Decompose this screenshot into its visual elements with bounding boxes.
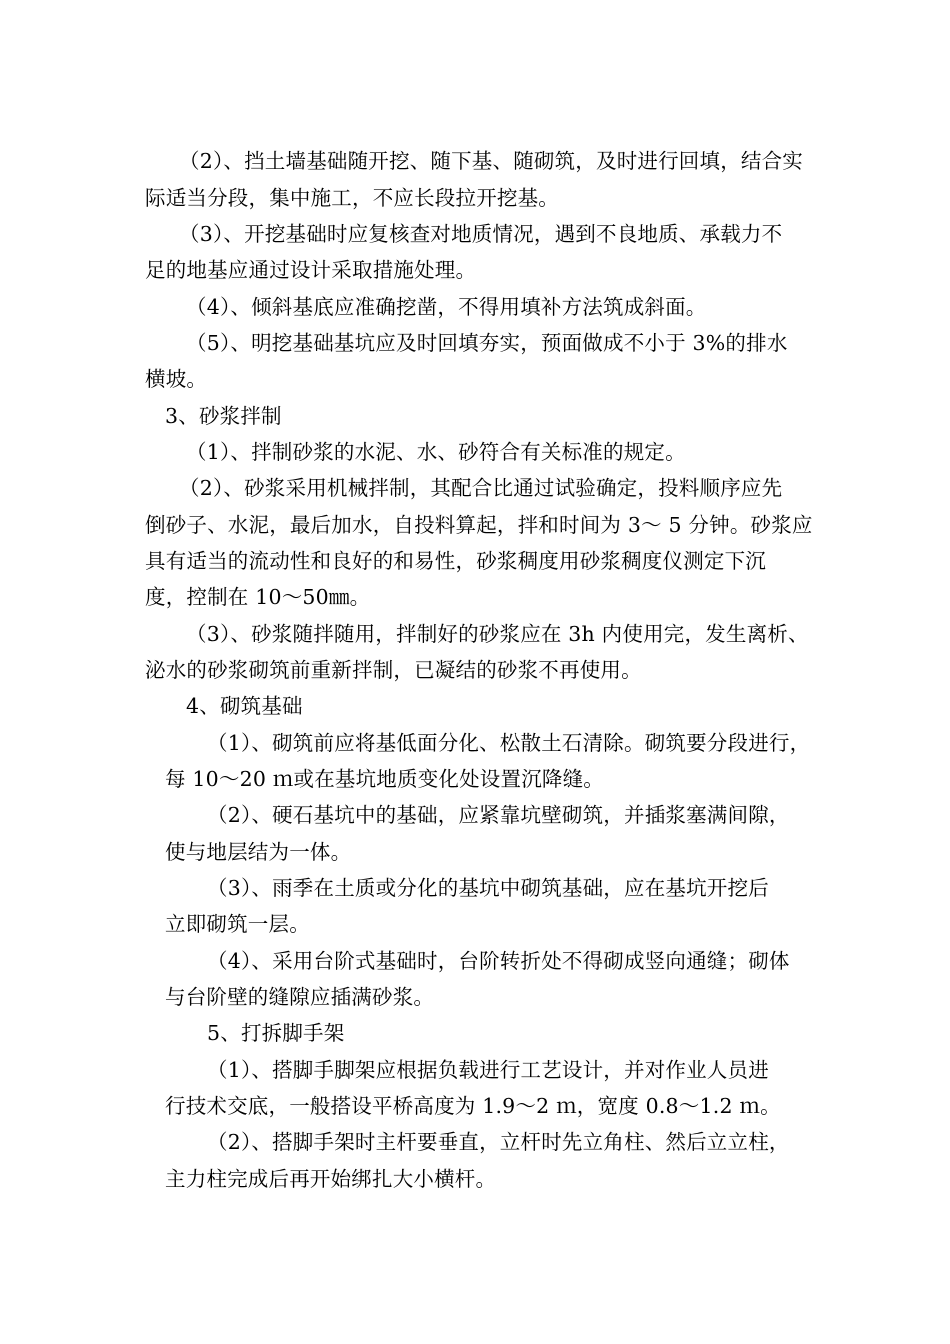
- section-heading: 5、打拆脚手架: [207, 1021, 345, 1045]
- paragraph-line: 横坡。: [145, 367, 208, 391]
- section-heading: 3、砂浆拌制: [165, 404, 282, 428]
- paragraph-line: 倒砂子、水泥，最后加水，自投料算起，拌和时间为 3～ 5 分钟。砂浆应: [145, 513, 813, 537]
- paragraph-line: 使与地层结为一体。: [165, 840, 352, 864]
- paragraph-line: （1）、搭脚手脚架应根据负载进行工艺设计，并对作业人员进: [207, 1058, 769, 1082]
- paragraph-line: 行技术交底，一般搭设平桥高度为 1.9～2 ｍ，宽度 0.8～1.2 ｍ。: [165, 1094, 781, 1118]
- paragraph-line: （2）、砂浆采用机械拌制，其配合比通过试验确定，投料顺序应先: [179, 476, 783, 500]
- paragraph-line: 立即砌筑一层。: [165, 912, 310, 936]
- paragraph-line: （2）、搭脚手架时主杆要垂直，立杆时先立角柱、然后立立柱，: [207, 1130, 790, 1154]
- paragraph-line: 与台阶壁的缝隙应插满砂浆。: [165, 985, 435, 1009]
- paragraph-line: （3）、雨季在土质或分化的基坑中砌筑基础，应在基坑开挖后: [207, 876, 769, 900]
- paragraph-line: 足的地基应通过设计采取措施处理。: [145, 258, 477, 282]
- paragraph-line: 主力柱完成后再开始绑扎大小横杆。: [165, 1167, 497, 1191]
- paragraph-line: 每 10～20 ｍ或在基坑地质变化处设置沉降缝。: [165, 767, 605, 791]
- paragraph-line: （2）、硬石基坑中的基础，应紧靠坑壁砌筑，并插浆塞满间隙，: [207, 803, 790, 827]
- paragraph-line: （2）、挡土墙基础随开挖、随下基、随砌筑，及时进行回填，结合实: [179, 149, 803, 173]
- paragraph-line: （5）、明挖基础基坑应及时回填夯实，预面做成不小于 3%的排水: [186, 331, 788, 355]
- section-heading: 4、砌筑基础: [186, 694, 303, 718]
- paragraph-line: （3）、开挖基础时应复核查对地质情况，遇到不良地质、承载力不: [179, 222, 783, 246]
- paragraph-line: （4）、倾斜基底应准确挖凿，不得用填补方法筑成斜面。: [186, 295, 707, 319]
- paragraph-line: （1）、拌制砂浆的水泥、水、砂符合有关标准的规定。: [186, 440, 686, 464]
- paragraph-line: 泌水的砂浆砌筑前重新拌制，已凝结的砂浆不再使用。: [145, 658, 642, 682]
- paragraph-line: （1）、砌筑前应将基低面分化、松散土石清除。砌筑要分段进行，: [207, 731, 811, 755]
- paragraph-line: （3）、砂浆随拌随用，拌制好的砂浆应在 3h 内使用完，发生离析、: [186, 622, 809, 646]
- paragraph-line: 际适当分段，集中施工，不应长段拉开挖基。: [145, 186, 559, 210]
- paragraph-line: 具有适当的流动性和良好的和易性，砂浆稠度用砂浆稠度仪测定下沉: [145, 549, 766, 573]
- paragraph-line: （4）、采用台阶式基础时，台阶转折处不得砌成竖向通缝；砌体: [207, 949, 790, 973]
- paragraph-line: 度，控制在 10～50㎜。: [145, 585, 371, 609]
